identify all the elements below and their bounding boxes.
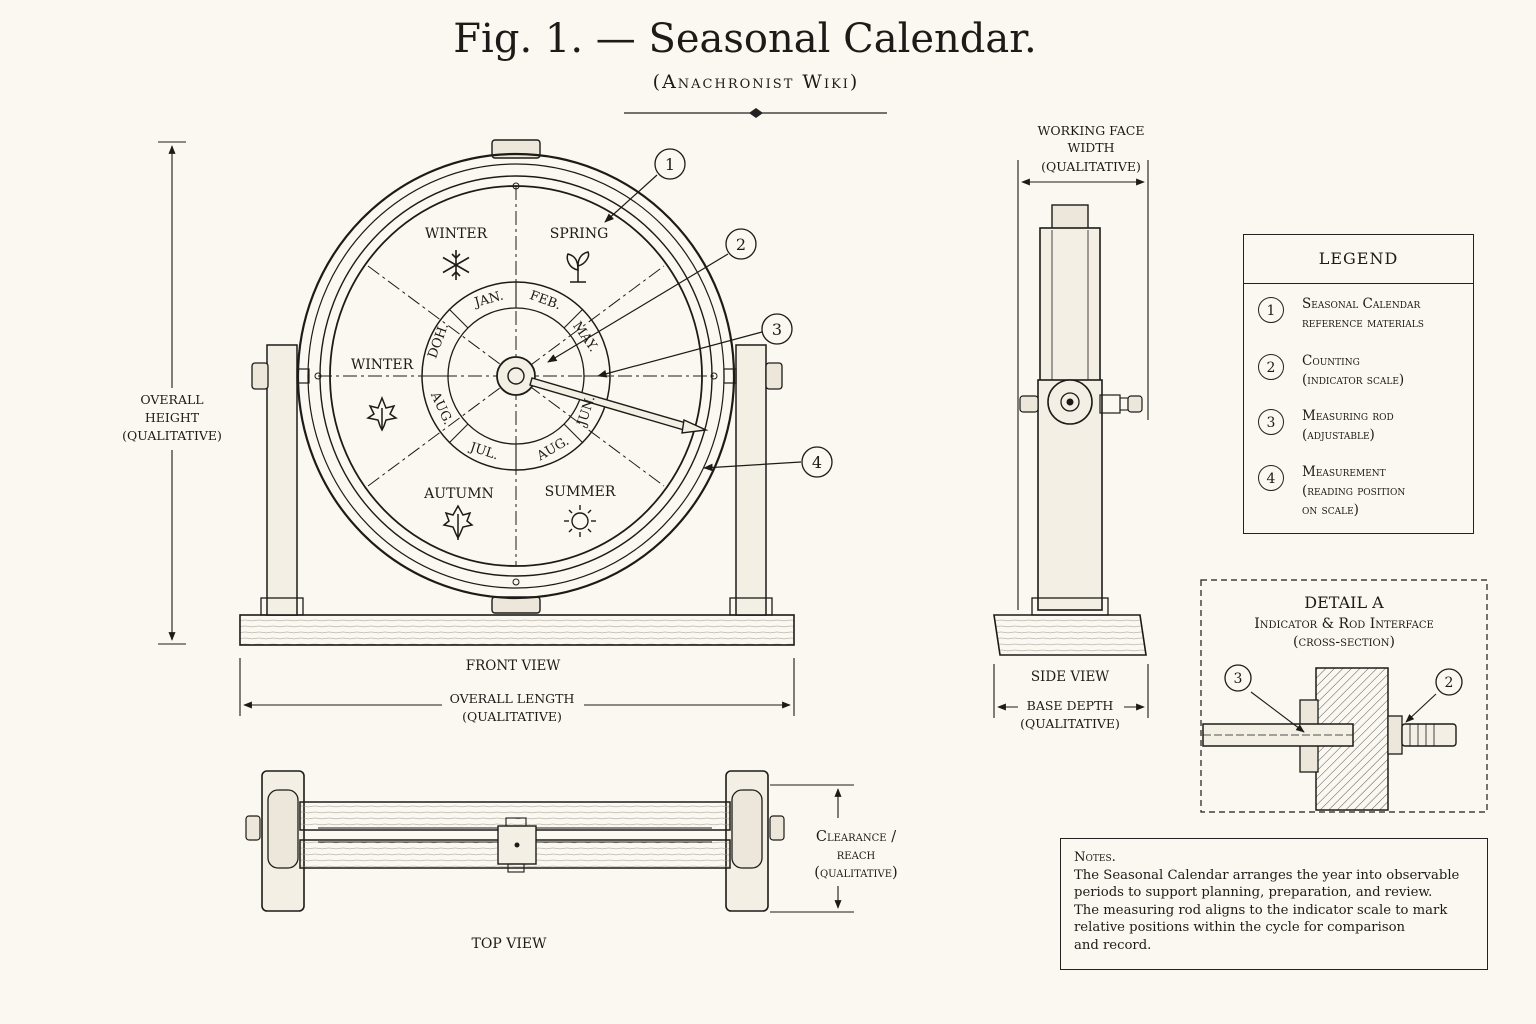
season-top-left: WINTER	[424, 226, 488, 242]
notes-title: Notes.	[1074, 850, 1116, 865]
month-label: JUN.	[574, 393, 599, 428]
legend-text: (indicator scale)	[1302, 372, 1405, 388]
season-bottom-left: AUTUMN	[424, 486, 494, 502]
month-label: MAY.	[569, 319, 601, 355]
face-width-label-line: WORKING FACE	[1037, 123, 1145, 138]
svg-text:2: 2	[735, 235, 747, 254]
detail-a-subtitle: Indicator & Rod Interface	[1254, 616, 1434, 632]
base-depth-label-line: BASE DEPTH	[1026, 698, 1114, 713]
legend-text: Seasonal Calendar	[1302, 296, 1421, 312]
legend-number: 3	[1258, 409, 1284, 435]
autumn-leaf-icon	[444, 506, 472, 540]
figure-subtitle: (Anachronist Wiki)	[652, 71, 860, 93]
legend-text: (reading position	[1302, 483, 1406, 499]
legend-box	[1243, 234, 1474, 534]
length-label-line: OVERALL LENGTH	[449, 691, 575, 706]
right-post	[736, 345, 766, 615]
month-label: DOH.	[425, 321, 453, 361]
notes-box	[1060, 838, 1488, 970]
rod-tip	[682, 420, 706, 433]
legend-text: (adjustable)	[1302, 427, 1375, 443]
detail-callout-3	[1225, 665, 1251, 691]
maple-leaf-icon	[368, 398, 396, 430]
svg-text:2: 2	[1444, 675, 1454, 691]
left-post	[267, 345, 297, 615]
callout-4	[802, 447, 832, 477]
face-width-label-line: (QUALITATIVE)	[1041, 159, 1141, 174]
front-view-label: FRONT VIEW	[465, 658, 561, 674]
clearance-label-line: reach	[836, 847, 876, 863]
length-label-line: (QUALITATIVE)	[462, 709, 562, 724]
height-label-line: HEIGHT	[144, 410, 200, 425]
legend-text: Measurement	[1302, 464, 1386, 480]
svg-text:4: 4	[811, 453, 823, 472]
month-label: JAN.	[473, 288, 506, 311]
legend-text: reference materials	[1302, 315, 1424, 331]
svg-text:3: 3	[1233, 671, 1243, 687]
base-depth-label-line: (QUALITATIVE)	[1020, 716, 1120, 731]
season-bottom-right: SUMMER	[544, 484, 616, 500]
side-base	[994, 615, 1146, 655]
callout-3	[762, 314, 792, 344]
month-label: AUG.	[427, 389, 456, 428]
snowflake-icon	[443, 250, 469, 280]
svg-text:1: 1	[664, 155, 676, 174]
top-view	[246, 771, 784, 911]
legend-text: Measuring rod	[1302, 408, 1394, 424]
detail-a-title: DETAIL A	[1304, 593, 1384, 612]
detail-callout-2	[1436, 669, 1462, 695]
height-label-line: (QUALITATIVE)	[122, 428, 222, 443]
callout-2	[726, 229, 756, 259]
sprout-icon	[567, 252, 588, 282]
sun-icon	[564, 505, 596, 537]
front-view	[240, 140, 794, 645]
season-middle-left: WINTER	[350, 357, 414, 373]
figure-title: Fig. 1. — Seasonal Calendar.	[453, 16, 1037, 62]
legend-text: Counting	[1302, 353, 1360, 369]
callout-1	[655, 149, 685, 179]
clearance-label-line: (qualitative)	[814, 865, 898, 881]
side-view-label: SIDE VIEW	[1030, 669, 1110, 685]
title-rule-diamond	[749, 108, 763, 118]
top-view-label: TOP VIEW	[471, 936, 547, 952]
height-label-line: OVERALL	[140, 392, 204, 407]
notes-body: The Seasonal Calendar arranges the year into observable periods to support planning, preparation, and review. The measuring rod aligns to the indicator scale to mark relative positions within the cycle for comparison and record.	[1074, 867, 1460, 953]
legend-number: 1	[1258, 297, 1284, 323]
left-knob	[252, 363, 268, 389]
month-label: FEB.	[527, 288, 563, 314]
legend-text: on scale)	[1302, 502, 1359, 518]
season-top-right: SPRING	[549, 226, 609, 242]
side-view	[994, 205, 1146, 655]
legend-number: 4	[1258, 465, 1284, 491]
hub	[497, 357, 535, 395]
bottom-tab	[492, 597, 540, 613]
month-label: AUG.	[534, 433, 572, 465]
face-width-label-line: WIDTH	[1067, 140, 1115, 155]
clearance-label-line: Clearance /	[815, 829, 897, 845]
side-knob	[1128, 396, 1142, 412]
legend-number: 2	[1258, 354, 1284, 380]
legend-title: LEGEND	[1244, 235, 1473, 284]
right-knob	[766, 363, 782, 389]
front-base	[240, 615, 794, 645]
month-label: JUL.	[468, 440, 501, 464]
svg-text:3: 3	[771, 320, 783, 339]
detail-a-note: (cross-section)	[1293, 634, 1395, 650]
